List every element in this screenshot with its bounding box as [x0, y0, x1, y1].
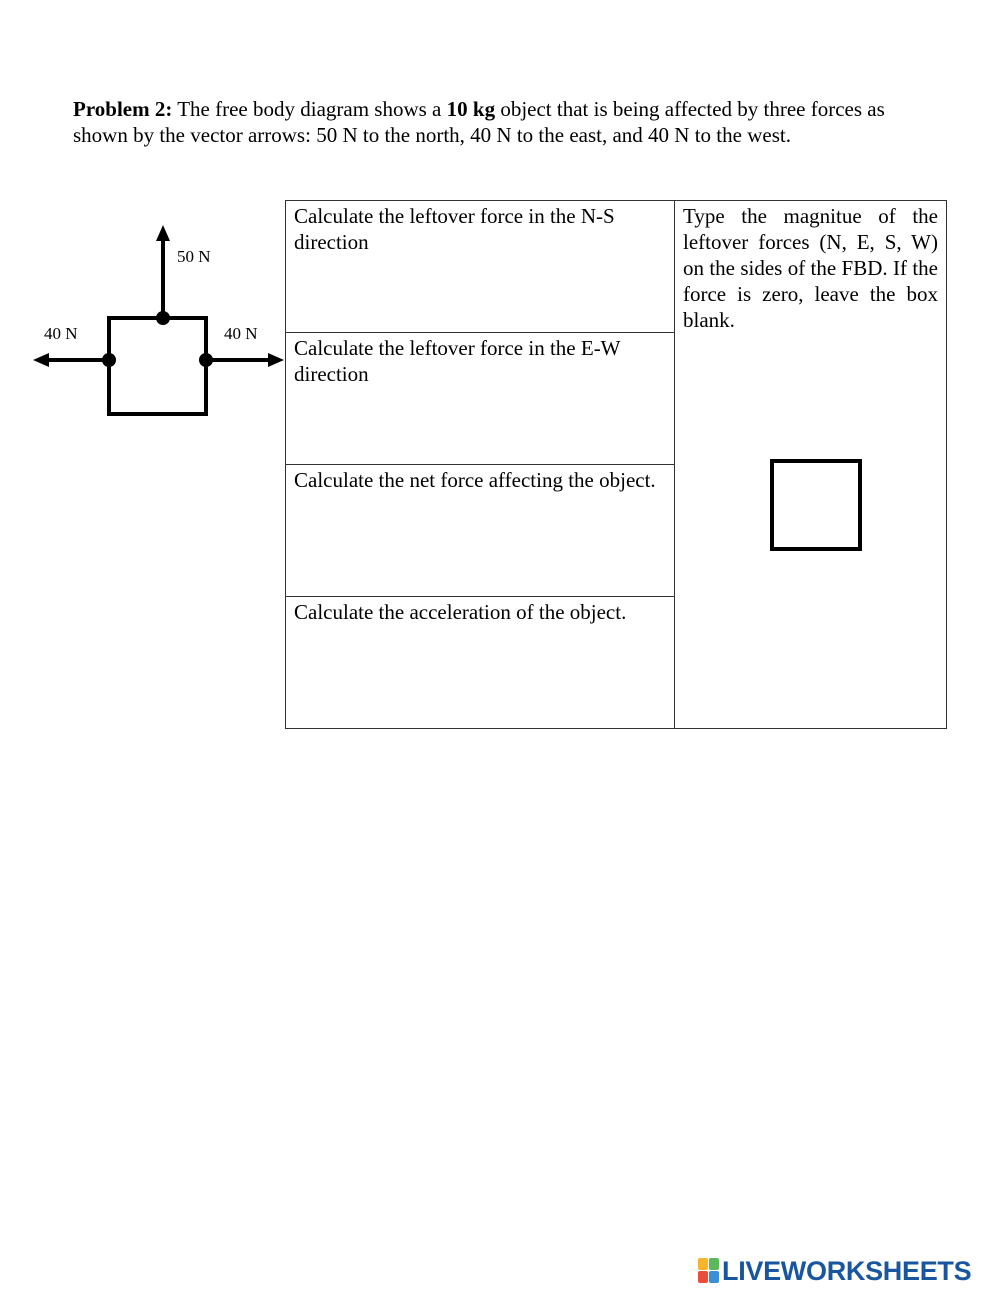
east-force-label: 40 N	[224, 324, 258, 343]
question-ew-text: Calculate the leftover force in the E-W direction	[294, 336, 621, 386]
fbd-answer-box	[770, 459, 862, 551]
problem-label: Problem 2:	[73, 97, 173, 121]
side-instructions-text: Type the magnitue of the leftover forces (N, E, S, W) on the sides of the FBD. If the force is zero, leave the box blank.	[683, 204, 938, 332]
north-arrowhead-icon	[156, 225, 170, 241]
problem-mass: 10 kg	[446, 97, 496, 121]
question-ns-cell[interactable]	[286, 201, 675, 333]
free-body-diagram	[0, 0, 300, 440]
east-arrowhead-icon	[268, 353, 284, 367]
liveworksheets-logo-icon	[698, 1258, 720, 1284]
question-acceleration-text: Calculate the acceleration of the object.	[294, 600, 627, 624]
north-dot	[156, 311, 170, 325]
question-ns-text: Calculate the leftover force in the N-S direction	[294, 204, 615, 254]
west-dot	[102, 353, 116, 367]
problem-text-part2: object that is being affected by three forces as shown by the vector arrows: 50 N to the north, 40 N to the east, and 40 N to the west.	[73, 97, 885, 147]
brand-name: LIVEWORKSHEETS	[722, 1255, 972, 1286]
question-net-force-text: Calculate the net force affecting the object.	[294, 468, 656, 492]
liveworksheets-brand	[698, 1256, 971, 1286]
question-ew-cell[interactable]	[286, 333, 675, 465]
side-instructions-cell	[675, 201, 947, 729]
west-arrowhead-icon	[33, 353, 49, 367]
question-table	[285, 200, 947, 729]
object-box	[109, 318, 206, 414]
question-acceleration-cell[interactable]	[286, 597, 675, 729]
east-dot	[199, 353, 213, 367]
west-force-label: 40 N	[44, 324, 78, 343]
question-net-force-cell[interactable]	[286, 465, 675, 597]
problem-text-part1: The free body diagram shows a	[172, 97, 447, 121]
north-force-label: 50 N	[177, 247, 211, 266]
fbd-drawing	[0, 0, 300, 440]
